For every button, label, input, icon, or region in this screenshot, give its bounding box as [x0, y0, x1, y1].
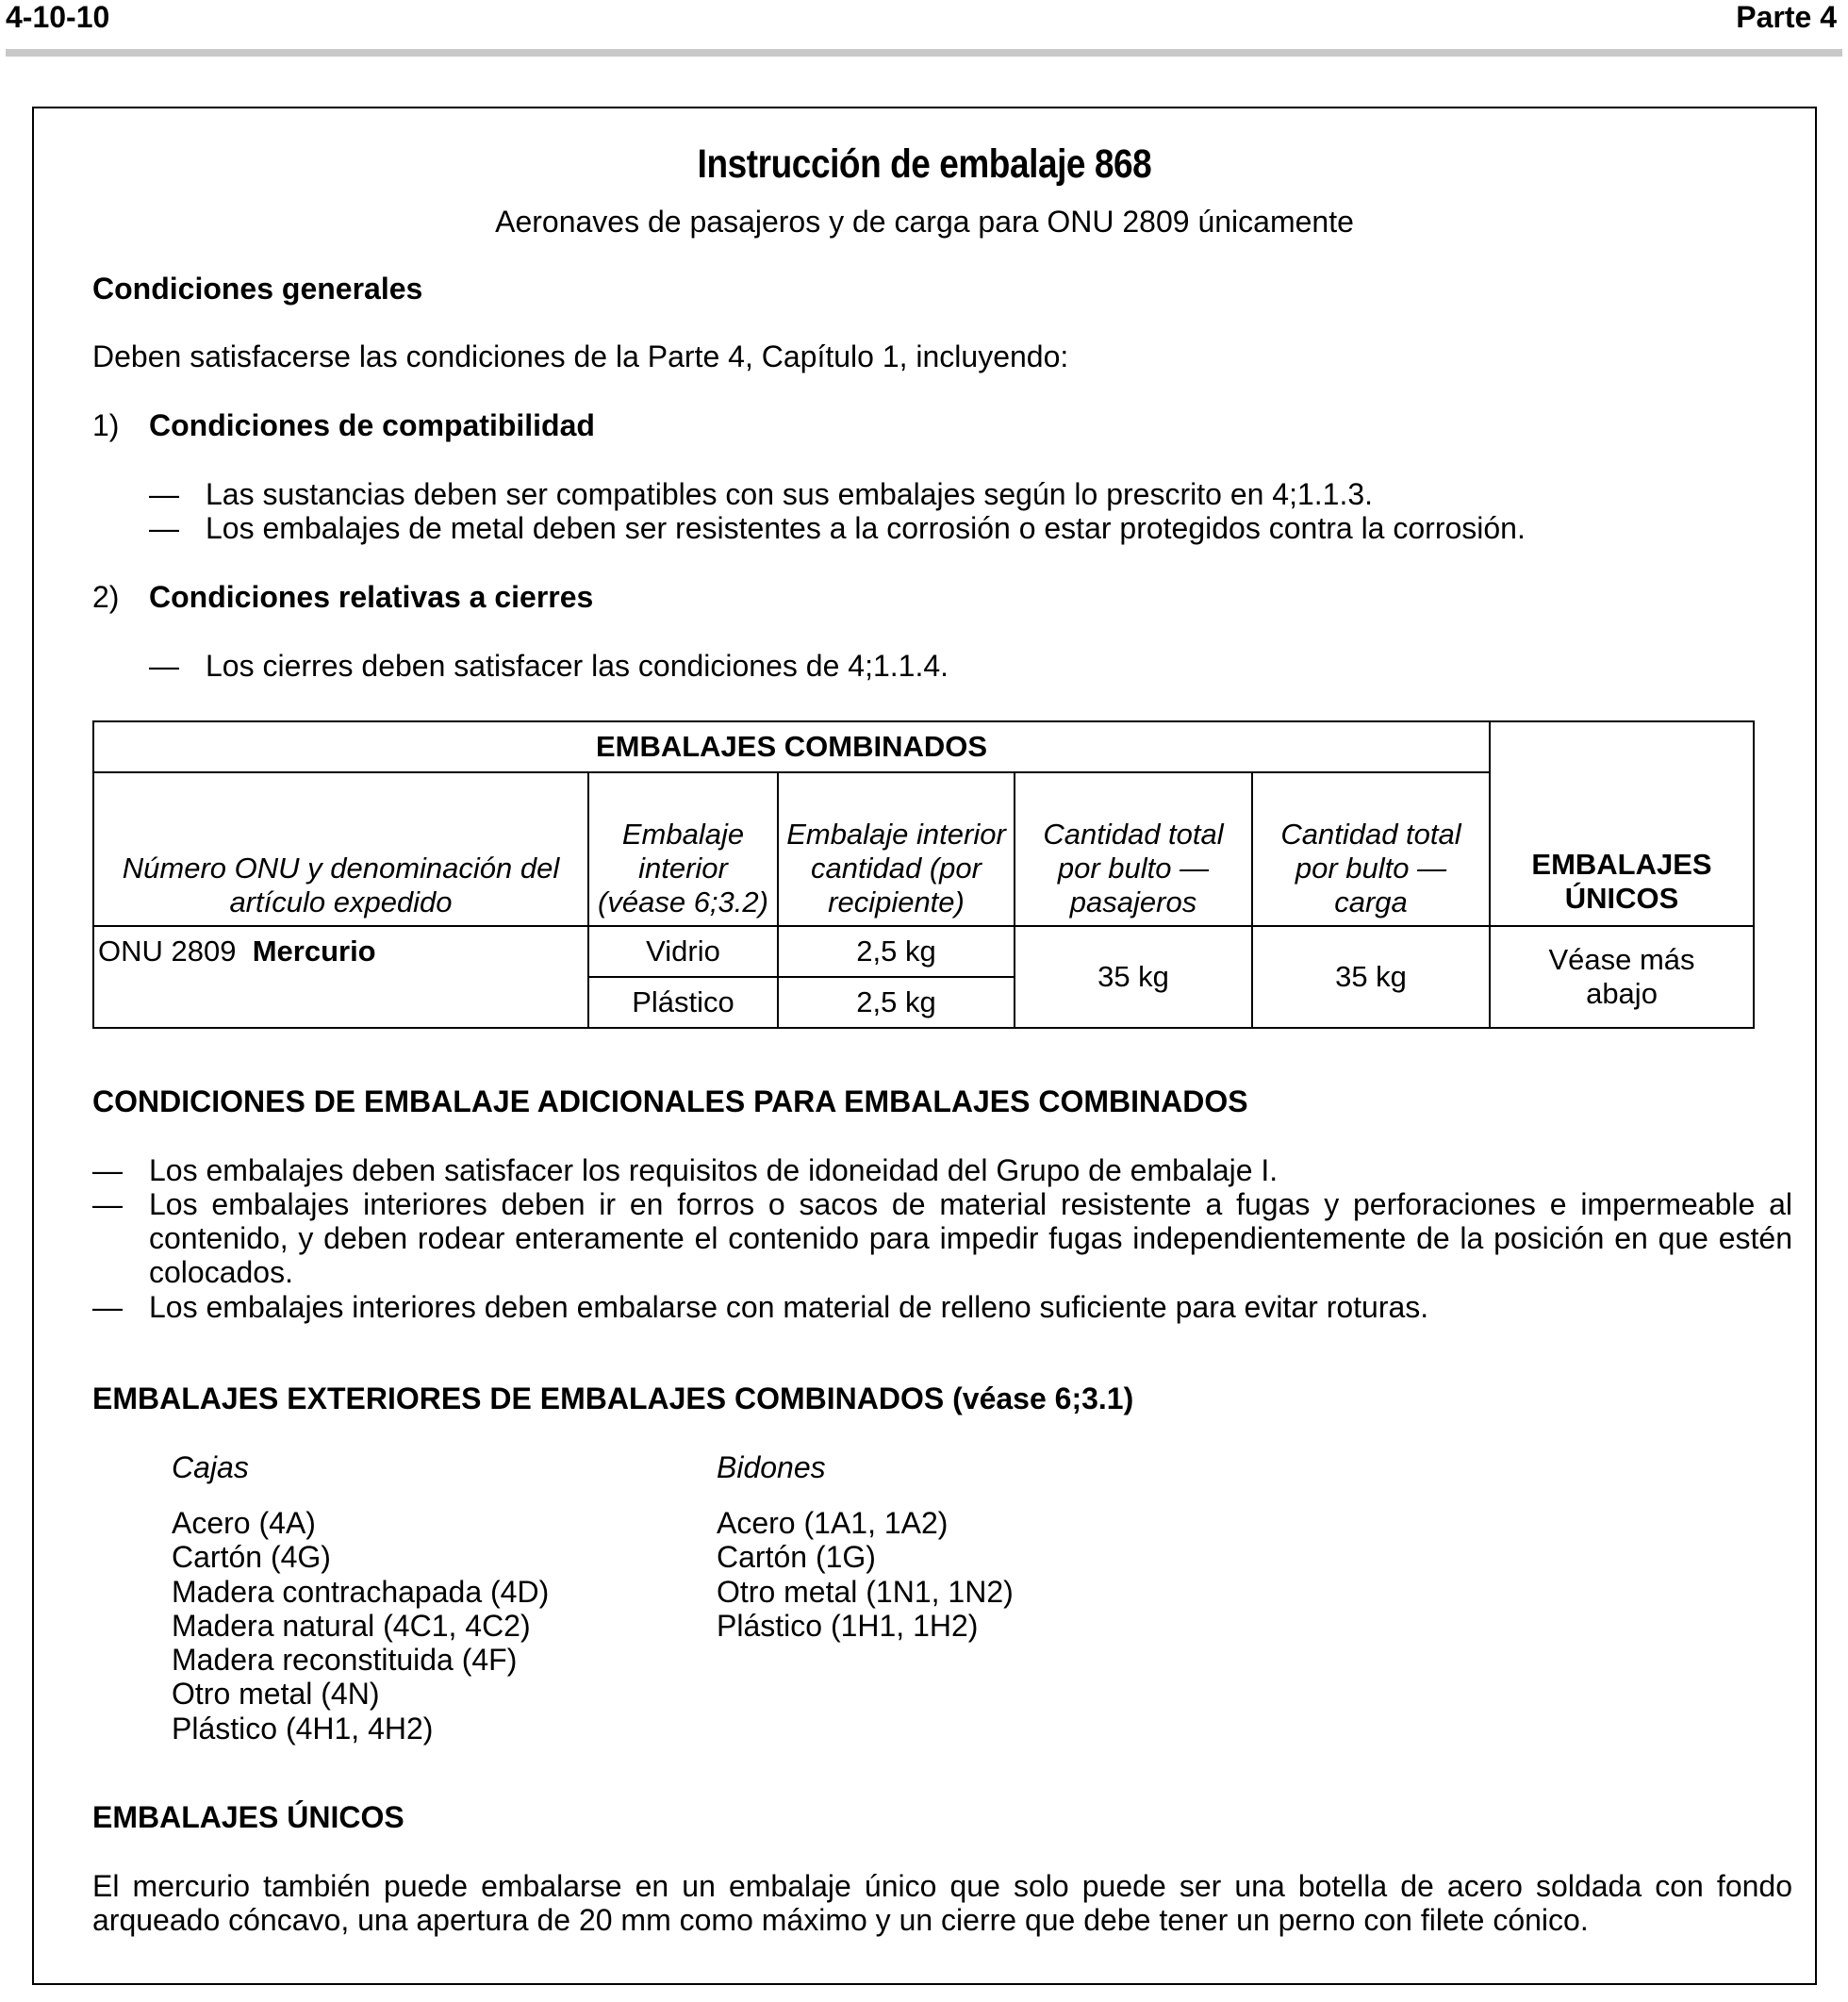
section-2-item-1: Los cierres deben satisfacer las condiciones de 4;1.1.4. — [206, 649, 949, 683]
section-2-title: Condiciones relativas a cierres — [149, 580, 594, 614]
section-1-title: Condiciones de compatibilidad — [149, 408, 595, 442]
pax-total: 35 kg — [1015, 926, 1252, 1028]
boxes-list — [172, 1506, 549, 1746]
list-item: Plástico (1H1, 1H2) — [717, 1608, 979, 1643]
single-text: El mercurio también puede embalarse en un embalaje único que solo puede ser una botella de acero soldada con fondo arqueado cóncavo, una apertura de 20 mm como máximo y un cierre que debe tener un perno con filete cónico. — [92, 1869, 1792, 1937]
single-heading: EMBALAJES ÚNICOS — [92, 1800, 404, 1834]
table-cell-inner: Plástico — [588, 977, 778, 1028]
col-cargo: Cantidad total por bulto — carga — [1252, 772, 1490, 926]
dash: — — [149, 477, 179, 511]
additional-item-1: Los embalajes deben satisfacer los requisitos de idoneidad del Grupo de embalaje I. — [149, 1153, 1279, 1187]
additional-item-2: Los embalajes interiores deben ir en forros o sacos de material resistente a fugas y perforaciones e impermeable al contenido, y deben rodear enteramente el contenido para impedir fugas independientemente de la posición en que estén colocados. — [149, 1187, 1792, 1289]
general-heading: Condiciones generales — [92, 272, 423, 306]
dash: — — [92, 1290, 123, 1324]
col-un: Número ONU y denominación del artículo expedido — [93, 772, 588, 926]
page-number: 4-10-10 — [6, 0, 110, 34]
section-1-item-2: Los embalajes de metal deben ser resistentes a la corrosión o estar protegidos contra la corrosión. — [206, 511, 1526, 545]
combined-header: EMBALAJES COMBINADOS — [93, 721, 1490, 772]
additional-heading: CONDICIONES DE EMBALAJE ADICIONALES PARA EMBALAJES COMBINADOS — [92, 1084, 1248, 1118]
col-inner: Embalaje interior (véase 6;3.2) — [588, 772, 778, 926]
section-1-item-1: Las sustancias deben ser compatibles con sus embalajes según lo prescrito en 4;1.1.3. — [206, 477, 1374, 511]
list-item: Cartón (1G) — [717, 1540, 876, 1575]
cargo-total: 35 kg — [1252, 926, 1490, 1028]
packing-table — [92, 720, 1755, 1029]
list-item: Madera contrachapada (4D) — [172, 1574, 550, 1609]
page-subtitle: Aeronaves de pasajeros y de carga para ONU 2809 únicamente — [495, 205, 1354, 239]
list-item: Cartón (4G) — [172, 1540, 331, 1575]
section-1-num: 1) — [92, 408, 120, 442]
dash: — — [92, 1187, 123, 1221]
list-item: Acero (1A1, 1A2) — [717, 1506, 949, 1540]
dash: — — [92, 1153, 123, 1187]
col-pax: Cantidad total por bulto — pasajeros — [1015, 772, 1252, 926]
section-2-num: 2) — [92, 580, 120, 614]
list-item: Madera reconstituida (4F) — [172, 1643, 518, 1678]
single-header: EMBALAJES ÚNICOS — [1490, 721, 1754, 926]
drums-list — [717, 1506, 1014, 1643]
un-cell — [93, 926, 588, 1028]
content-frame — [32, 107, 1817, 1985]
table-cell-qty: 2,5 kg — [778, 926, 1015, 977]
list-item: Madera natural (4C1, 4C2) — [172, 1608, 531, 1643]
page-title: Instrucción de embalaje 868 — [697, 141, 1152, 187]
drums-title: Bidones — [717, 1450, 826, 1484]
col-inner-qty: Embalaje interior cantidad (por recipiente) — [778, 772, 1015, 926]
list-item: Otro metal (1N1, 1N2) — [717, 1574, 1014, 1609]
part-label: Parte 4 — [1736, 0, 1837, 34]
list-item: Otro metal (4N) — [172, 1677, 380, 1712]
table-cell-qty: 2,5 kg — [778, 977, 1015, 1028]
outer-heading: EMBALAJES EXTERIORES DE EMBALAJES COMBINADOS (véase 6;3.1) — [92, 1382, 1134, 1415]
dash: — — [149, 649, 179, 683]
un-number: ONU 2809 — [98, 935, 237, 968]
un-name: Mercurio — [252, 935, 376, 968]
general-intro: Deben satisfacerse las condiciones de la Parte 4, Capítulo 1, incluyendo: — [92, 339, 1069, 373]
dash: — — [149, 511, 179, 545]
list-item: Plástico (4H1, 4H2) — [172, 1711, 434, 1746]
list-item: Acero (4A) — [172, 1506, 316, 1540]
additional-item-3: Los embalajes interiores deben embalarse con material de relleno suficiente para evitar roturas. — [149, 1290, 1429, 1324]
single-note: Véase más abajo — [1490, 926, 1754, 1028]
page-header — [6, 0, 1842, 53]
boxes-title: Cajas — [172, 1450, 249, 1484]
table-cell-inner: Vidrio — [588, 926, 778, 977]
header-rule — [6, 49, 1842, 57]
